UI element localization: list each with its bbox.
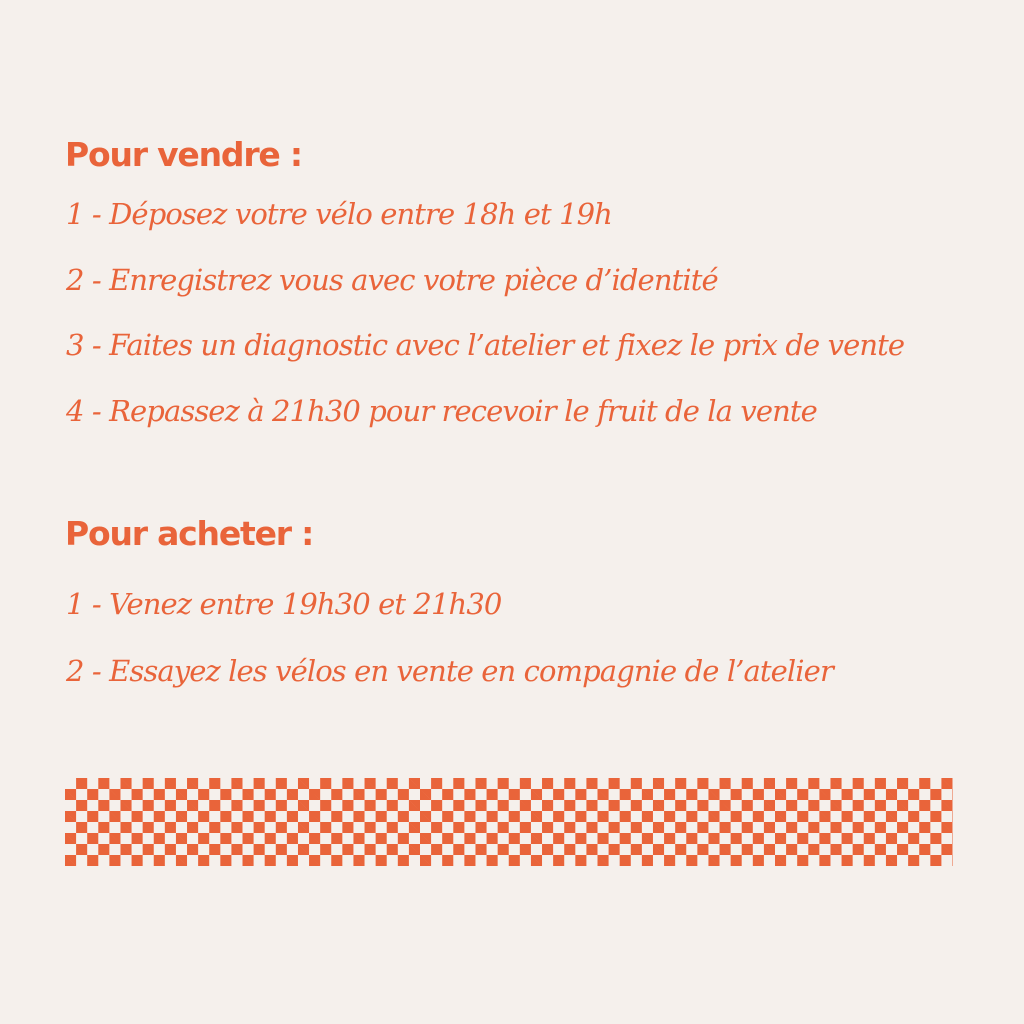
sell-step-1: 1 - Déposez votre vélo entre 18h et 19h	[66, 197, 612, 231]
buy-step-2: 2 - Essayez les vélos en vente en compagnie de l’atelier	[66, 654, 833, 688]
buy-step-1: 1 - Venez entre 19h30 et 21h30	[66, 587, 502, 621]
buy-heading: Pour acheter :	[65, 514, 314, 553]
sell-step-2: 2 - Enregistrez vous avec votre pièce d’identité	[66, 263, 718, 297]
checkered-banner	[65, 778, 953, 866]
sell-step-4: 4 - Repassez à 21h30 pour recevoir le fruit de la vente	[66, 394, 817, 428]
sell-heading: Pour vendre :	[65, 135, 302, 174]
sell-step-3: 3 - Faites un diagnostic avec l’atelier et fixez le prix de vente	[66, 328, 905, 362]
